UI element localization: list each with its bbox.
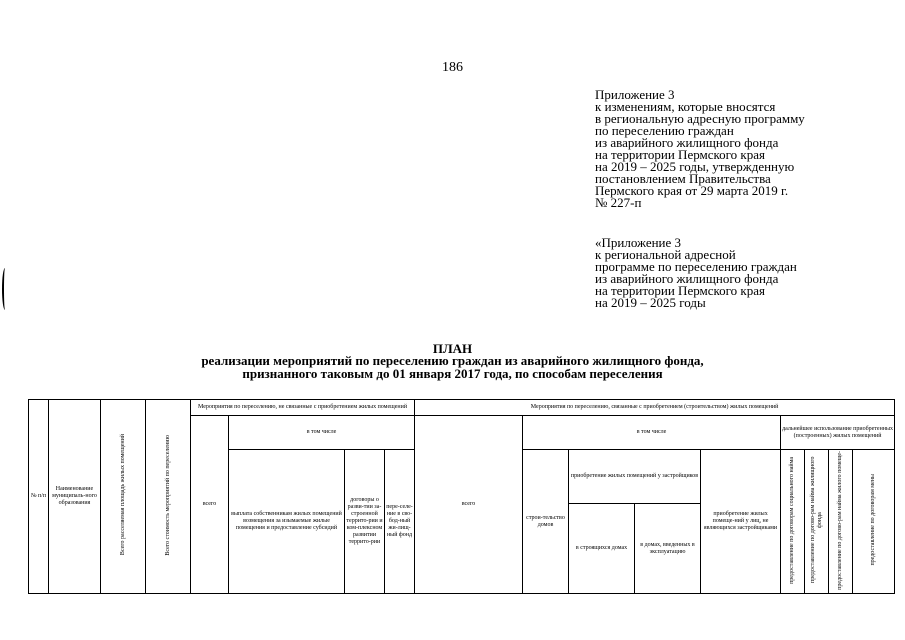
plan-subheading-line: признанного таковым до 01 января 2017 года, по способам переселения (242, 366, 663, 381)
appendix-line: из аварийного жилищного фонда (595, 135, 779, 150)
header-in-operation: в домах, введенных в эксплуатацию (635, 504, 701, 594)
appendix-line: по переселению граждан (595, 123, 734, 138)
plan-subheading (0, 354, 905, 380)
appendix-line: программе по переселению граждан (595, 259, 797, 274)
plan-heading: ПЛАН (432, 341, 473, 356)
header-group-acquisition: Мероприятия по переселению, связанные с приобретением (строительством) жилых помещений (415, 400, 895, 416)
appendix-line: на 2019 – 2025 годы (595, 295, 706, 310)
header-resettlement: пере-селе-ние в сво-бод-ный жи-лищ-ный фонд (385, 450, 415, 594)
page-number: 186 (442, 60, 463, 75)
header-including: в том числе (229, 416, 415, 450)
header-under-construction: в строящихся домах (569, 504, 635, 594)
appendix-line: Приложение 3 (595, 87, 675, 102)
header-social-rent (781, 450, 805, 594)
header-development: договоры о разви-тии за-строенной террито-рии и ком-плексном развитии террито-рии (345, 450, 385, 594)
header-acq-including: в том числе (523, 416, 781, 450)
appendix-line: постановлением Правительства (595, 171, 771, 186)
header-from-developers: приобретение жилых помещений у застройщиков (569, 450, 701, 504)
header-acq-total: всего (415, 416, 523, 594)
header-social-use-rent (829, 450, 853, 594)
header-further-use: дальнейшее использование приобретенных (построенных) жилых помещений (781, 416, 895, 450)
plan-table (28, 399, 895, 594)
header-total-area (101, 400, 146, 594)
appendix-line: к изменениям, которые вносятся (595, 99, 776, 114)
header-commercial-rent-text: предоставление по догово-рам найма жилищного фонда (809, 456, 823, 584)
header-construction: строи-тельство домов (523, 450, 569, 594)
header-social-rent-text: предоставление по договорам социального найма (789, 456, 796, 584)
appendix-line: в региональную адресную программу (595, 111, 805, 126)
plan-subheading-line: реализации мероприятий по переселению граждан из аварийного жилищного фонда, (201, 353, 704, 368)
appendix-program-note (595, 237, 895, 309)
appendix-line: на 2019 – 2025 годы, утвержденную (595, 159, 795, 174)
appendix-line: № 227-п (595, 195, 642, 210)
appendix-line: Пермского края от 29 марта 2019 г. (595, 183, 789, 198)
header-total-cost (146, 400, 191, 594)
header-total-area-text: Всего расселяемая площадь жилых помещений (119, 434, 126, 556)
appendix-line: «Приложение 3 (595, 235, 682, 250)
header-from-non-developers: приобретение жилых помеще-ний у лиц, не являющихся застройщиками (701, 450, 781, 594)
binding-mark (2, 268, 8, 310)
appendix-amendment-note (595, 89, 895, 209)
header-buyout: выплата собственникам жилых помещений возмещения за изымаемые жилые помещения и предоставление субсидий (229, 450, 345, 594)
header-group-not-acquisition: Мероприятия по переселению, не связанные с приобретением жилых помещений (191, 400, 415, 416)
header-exchange (853, 450, 895, 594)
header-social-use-rent-text: предоставление по догово-рам найма жилого помеще- (837, 450, 844, 590)
header-municipality: Наименование муниципаль-ного образования (49, 400, 101, 594)
header-exchange-text: предоставление по договорам мены (870, 474, 877, 566)
appendix-line: на территории Пермского края (595, 283, 765, 298)
header-num: № п/п (29, 400, 49, 594)
header-total: всего (191, 416, 229, 594)
header-commercial-rent (805, 450, 829, 594)
header-total-cost-text: Всего стоимость мероприятий по переселению (164, 434, 171, 556)
appendix-line: на территории Пермского края (595, 147, 765, 162)
appendix-line: к региональной адресной (595, 247, 736, 262)
appendix-line: из аварийного жилищного фонда (595, 271, 779, 286)
